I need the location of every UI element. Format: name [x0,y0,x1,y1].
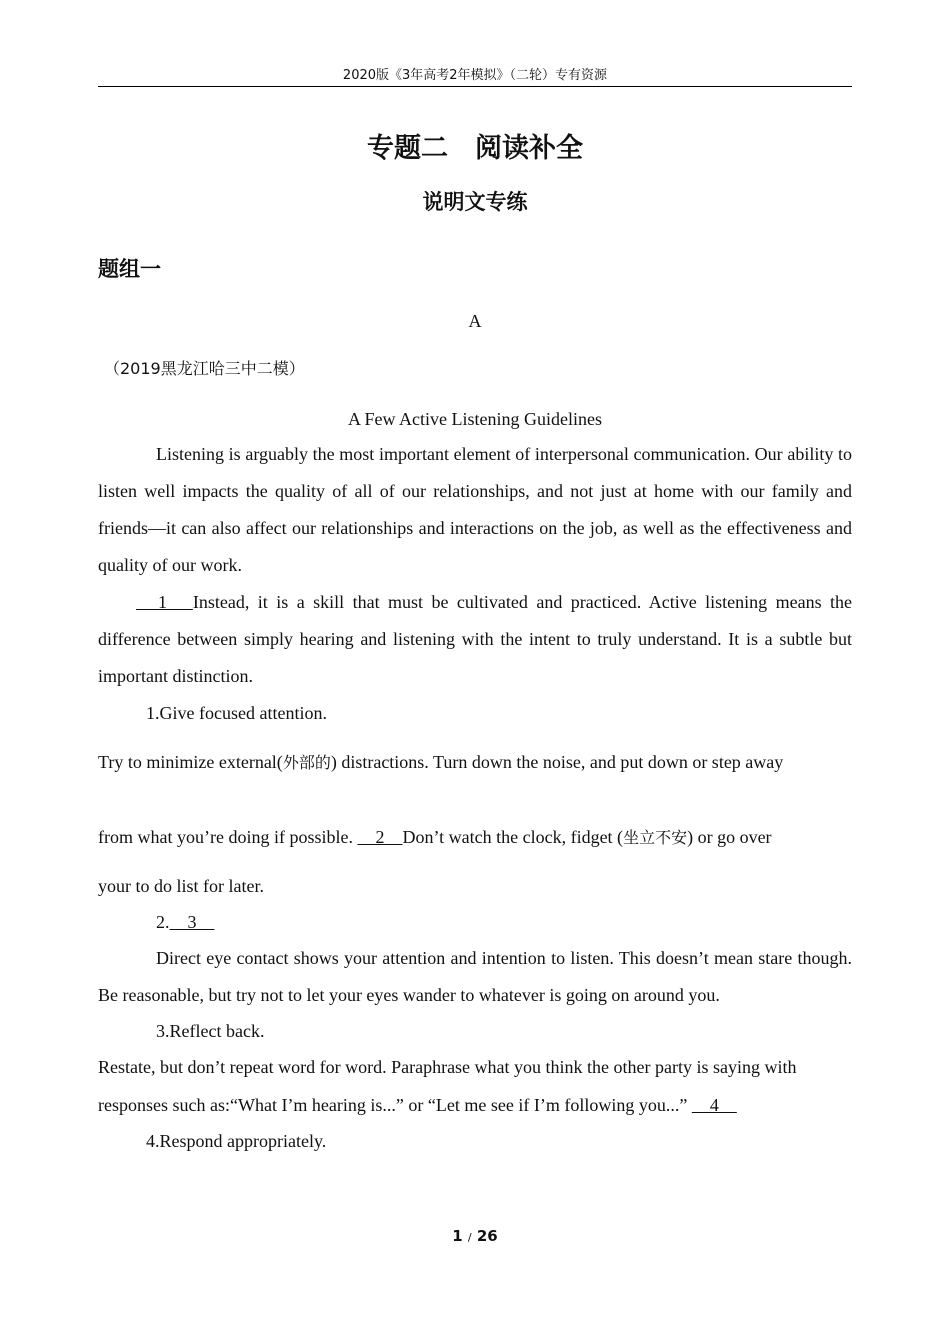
page-number [0,1225,950,1249]
section-letter: A [468,311,482,331]
source-note [104,357,305,381]
paragraph-3-line-1 [98,750,783,775]
paragraph-2-text: Instead, it is a skill that must be cultivated and practiced. Active listening means the difference between simply hearing and listening with the intent to truly understand. It is a subtle but important distinction. [98,592,853,686]
text-span: Don’t watch the clock, fidget ( [402,827,624,847]
heading-2 [156,910,215,934]
text-span: Try to minimize external( [98,752,283,772]
blank-1[interactable]: 1 [136,592,193,612]
paragraph-5-line-2 [98,1093,737,1117]
heading-1: 1.Give focused attention. [146,703,327,723]
paragraph-4: Direct eye contact shows your attention and intention to listen. This doesn’t mean stare though. Be reasonable, but try not to let your eyes wander to whatever is going on around you. [98,948,852,1005]
blank-4[interactable]: 4 [691,1095,737,1115]
chinese-gloss: 坐立不安 [623,828,688,847]
source-text: （2019黑龙江哈三中二模） [104,359,305,378]
page-subtitle: 说明文专练 [422,190,528,214]
article-title: A Few Active Listening Guidelines [348,409,602,429]
text-span: from what you’re doing if possible. [98,827,358,847]
heading-3: 3.Reflect back. [156,1021,265,1041]
text-span: ) or go over [687,827,772,847]
group-label: 题组一 [98,257,161,281]
page-separator: / [467,1231,472,1244]
text-span: ) distractions. Turn down the noise, and put down or step away [330,752,784,772]
total-pages: 26 [476,1227,498,1245]
page-header: 2020版《3年高考2年模拟》（二轮）专有资源 [98,66,852,87]
paragraph-2 [98,584,852,695]
paragraph-1: Listening is arguably the most important element of interpersonal communication. Our ability to listen well impacts the quality of all of our relationships, and not just at home with our family and friends—it can also affect our relationships and interactions on the job, as well as the effectiveness and quality of our work. [98,444,852,575]
heading-4: 4.Respond appropriately. [146,1131,327,1151]
chinese-gloss: 外部的 [282,753,331,772]
text-span: responses such as:“What I’m hearing is...” or “Let me see if I’m following you...” [98,1095,692,1115]
text-span: 2. [156,912,170,932]
blank-2[interactable]: 2 [357,827,403,847]
blank-3[interactable]: 3 [169,912,215,932]
current-page: 1 [452,1227,463,1245]
paragraph-3-line-3: your to do list for later. [98,876,264,896]
page-title: 专题二 阅读补全 [367,133,583,164]
paragraph-5-line-1: Restate, but don’t repeat word for word. Paraphrase what you think the other party is saying with [98,1057,797,1077]
paragraph-3-line-2 [98,825,772,850]
